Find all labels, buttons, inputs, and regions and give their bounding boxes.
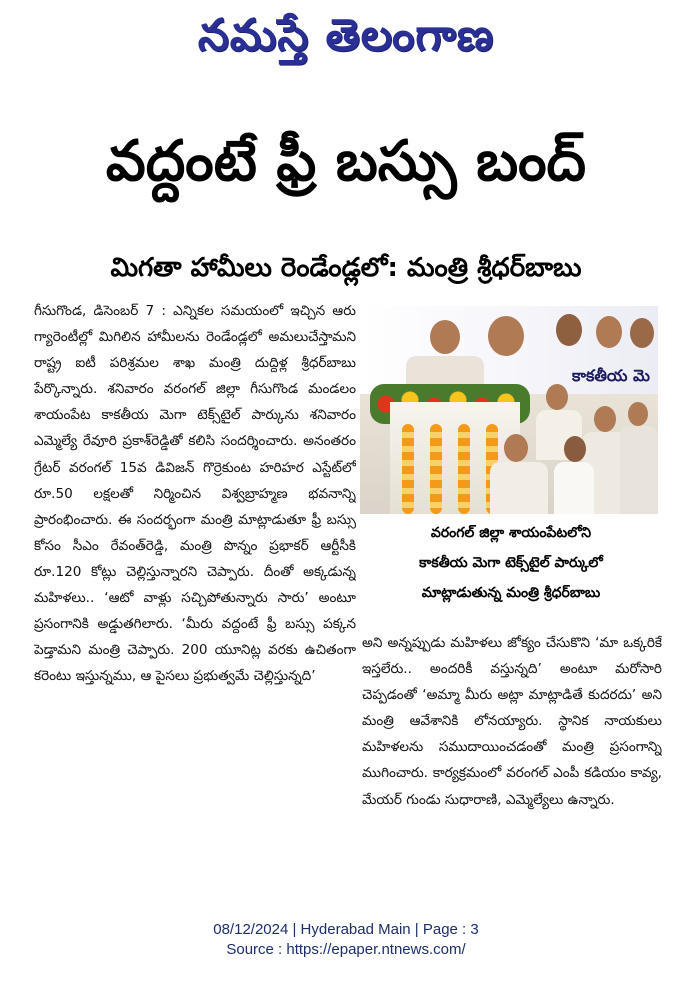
- garland: [458, 424, 470, 514]
- article-body-left-column: [34, 298, 356, 882]
- caption-line: కాకతీయ మెగా టెక్స్‌టైల్ పార్కులో: [419, 555, 603, 571]
- attendee-face: [594, 406, 616, 432]
- attendee-face: [628, 402, 648, 426]
- garland: [402, 424, 414, 514]
- article-headline: వద్దంటే ఫ్రీ బస్సు బంద్: [105, 129, 587, 194]
- attendee-shirt: [490, 462, 548, 514]
- body-paragraph: గీసుగొండ, డిసెంబర్ 7 : ఎన్నికల సమయంలో ఇచ్చిన ఆరు గ్యారెంటీల్లో మిగిలిన హామీలను రెండేండ్లలో అమలుచేస్తామని రాష్ట్ర ఐటీ పరిశ్రమల శాఖ మంత్రి దుద్దిళ్ల శ్రీధర్‌బాబు పేర్కొన్నారు. శనివారం వరంగల్ జిల్లా గీసుగొండ మండలం శాయంపేట కాకతీయ మెగా టెక్స్‌టైల్ పార్కును శనివారం ఎమ్మెల్యే రేవూరి ప్రకాశ్‌రెడ్డితో కలిసి సందర్శించారు. అనంతరం గ్రేటర్ వరంగల్ 15వ డివిజన్ గొర్రెకుంట హరిహర ఎస్టేట్‌లో రూ.50 లక్షలతో నిర్మించిన విశ్వబ్రాహ్మణ భవనాన్ని ప్రారంభించారు. ఈ సందర్భంగా మంత్రి మాట్లాడుతూ ఫ్రీ బస్సు కోసం సీఎం రేవంత్‌రెడ్డి, మంత్రి పొన్నం ప్రభాకర్ ఆర్టీసీకి రూ.120 కోట్లు చెల్లిస్తున్నారని చెప్పారు. దీంతో అక్కడున్న మహిళలు.. ‘ఆటో వాళ్లు సచ్చిపోతున్నారు సారు’ అంటూ ప్రసంగానికి అడ్డుతగిలారు. ‘మీరు వద్దంటే ఫ్రీ బస్సు పక్కన పెడ్తామని మంత్రి చెప్పారు. 200 యూనిట్ల వరకు ఉచితంగా కరెంటు ఇస్తున్నము, ఆ పైసలు ప్రభుత్వమే చెల్లిస్తున్నది’: [34, 303, 356, 685]
- attendee-face: [504, 434, 528, 462]
- attendee-shirt: [554, 462, 594, 514]
- caption-line: మాట్లాడుతున్న మంత్రి శ్రీధర్‌బాబు: [421, 585, 601, 601]
- poster-face: [630, 318, 654, 348]
- article-body-right-column: [362, 630, 662, 882]
- attendee-face: [546, 384, 568, 410]
- poster-face: [596, 316, 622, 348]
- poster-face: [556, 314, 582, 346]
- photo-banner-text: కాకతీయ మె: [572, 366, 650, 385]
- body-paragraph: అని అన్నప్పుడు మహిళలు జోక్యం చేసుకొని ‘మా ఒక్కరికే ఇస్తలేరు.. అందరికీ వస్తున్నది’ అంటూ మరోసారి చెప్పడంతో ‘అమ్మా మీరు అట్లా మాట్లాడితే కుదరదు’ అని మంత్రి ఆవేశానికి లోనయ్యారు. స్థానిక నాయకులు మహిళలను సముదాయించడంతో మంత్రి ప్రసంగాన్ని ముగించారు. కార్యక్రమంలో వరంగల్ ఎంపీ కడియం కావ్య, మేయర్ గుండు సుధారాణి, ఎమ్మెల్యేలు ఉన్నారు.: [362, 635, 662, 808]
- article-photo: [360, 306, 658, 514]
- garland: [430, 424, 442, 514]
- newspaper-masthead: నమస్తే తెలంగాణ: [197, 10, 495, 61]
- attendee-shirt: [620, 426, 658, 514]
- page-footer: [0, 920, 692, 960]
- speaker-face: [430, 320, 460, 354]
- poster-face: [488, 316, 524, 356]
- footer-edition-info: 08/12/2024 | Hyderabad Main | Page : 3: [213, 921, 479, 938]
- photo-caption: [362, 518, 660, 614]
- attendee-face: [564, 436, 586, 462]
- article-subheadline: మిగతా హామీలు రెండేండ్లలో: మంత్రి శ్రీధర్‌బాబు: [110, 253, 582, 283]
- footer-source: Source : https://epaper.ntnews.com/: [226, 941, 466, 958]
- caption-line: వరంగల్ జిల్లా శాయంపేటలోని: [430, 525, 592, 541]
